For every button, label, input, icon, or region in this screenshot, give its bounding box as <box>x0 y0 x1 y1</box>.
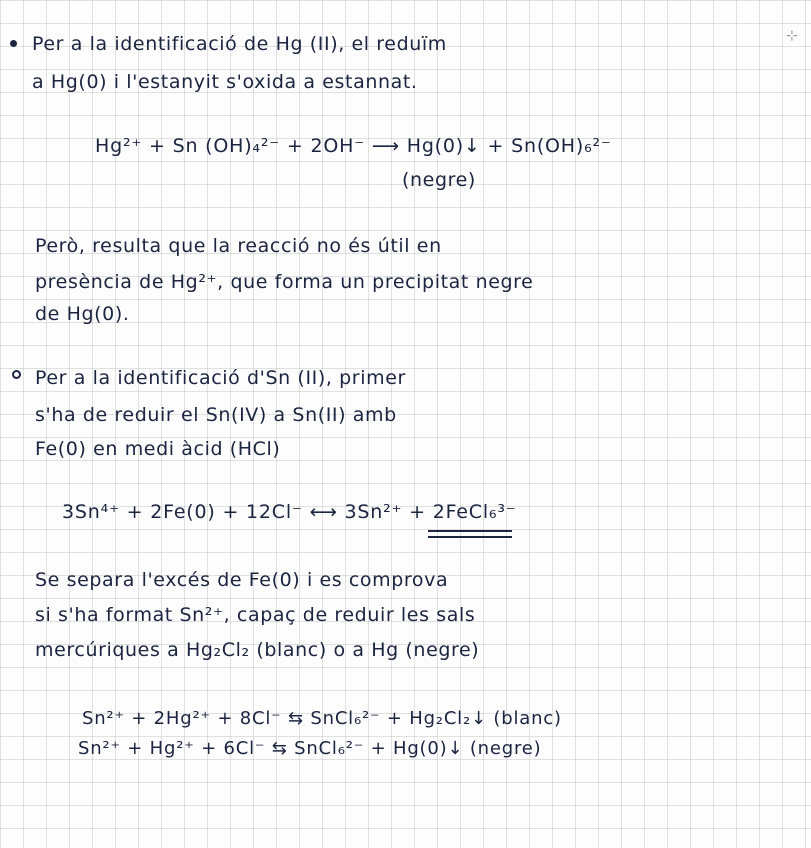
text-line: Per a la identificació de Hg (II), el reduïm <box>32 33 447 55</box>
text-line: s'ha de reduir el Sn(IV) a Sn(II) amb <box>35 404 397 426</box>
double-underline <box>428 530 512 538</box>
chemical-equation: Hg²⁺ + Sn (OH)₄²⁻ + 2OH⁻ ⟶ Hg(0)↓ + Sn(OH)₆²⁻ <box>95 135 612 157</box>
text-line: a Hg(0) i l'estanyit s'oxida a estannat. <box>32 71 418 93</box>
chemical-equation: Sn²⁺ + 2Hg²⁺ + 8Cl⁻ ⇆ SnCl₆²⁻ + Hg₂Cl₂↓ (blanc) <box>82 708 562 729</box>
text-line: si s'ha format Sn²⁺, capaç de reduir les sals <box>35 604 476 626</box>
equation-note: (negre) <box>402 169 476 191</box>
chemical-equation: 3Sn⁴⁺ + 2Fe(0) + 12Cl⁻ ⟷ 3Sn²⁺ + 2FeCl₆³⁻ <box>62 501 517 523</box>
corner-mark: ⊹ <box>786 28 798 44</box>
text-line: Però, resulta que la reacció no és útil en <box>35 235 442 257</box>
text-line: presència de Hg²⁺, que forma un precipitat negre <box>35 271 534 293</box>
chemical-equation: Sn²⁺ + Hg²⁺ + 6Cl⁻ ⇆ SnCl₆²⁻ + Hg(0)↓ (negre) <box>78 738 542 759</box>
text-line: Fe(0) en medi àcid (HCl) <box>35 438 281 460</box>
bullet-point <box>10 40 17 47</box>
text-line: mercúriques a Hg₂Cl₂ (blanc) o a Hg (negre) <box>35 639 480 661</box>
text-line: Se separa l'excés de Fe(0) i es comprova <box>35 569 449 591</box>
text-line: Per a la identificació d'Sn (II), primer <box>35 367 406 389</box>
bullet-point <box>12 370 21 379</box>
text-line: de Hg(0). <box>35 303 130 325</box>
